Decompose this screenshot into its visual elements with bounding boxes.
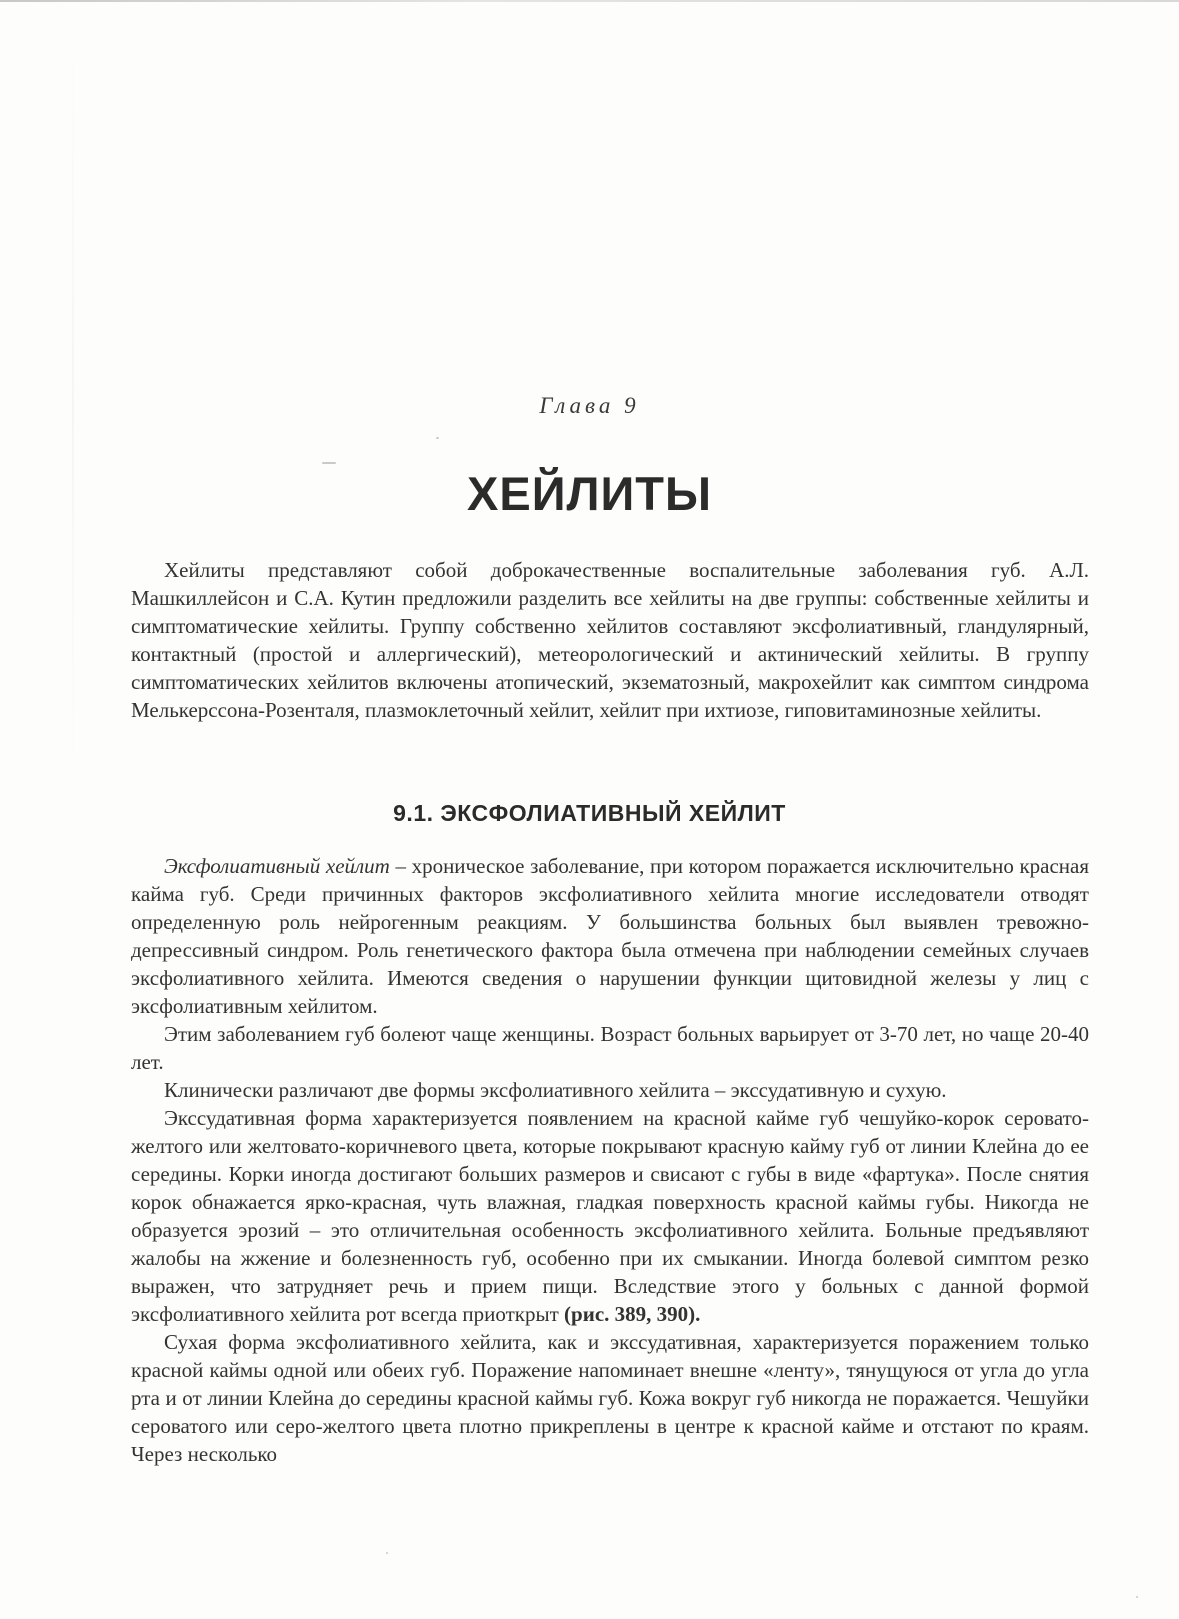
paragraph-exudative-text: Экссудативная форма характеризуется появлением на красной кайме губ чешуйко-корок серовато-желтого или желтовато-коричневого цвета, которые покрывают красную кайму губ от линии Клейна до ее середины. Корки иногда достигают больших размеров и свисают с губы в виде «фартука». После снятия корок обнажается ярко-красная, чуть влажная, гладкая поверхность красной каймы губы. Никогда не образуется эрозий – это отличительная особенность эксфолиативного хейлита. Больные предъявляют жалобы на жжение и болезненность губ, особенно при их смыкании. Иногда болевой симптом резко выражен, что затрудняет речь и прием пищи. Вследствие этого у больных с данной формой эксфолиативного хейлита рот всегда приоткрыт: [131, 1106, 1089, 1326]
paragraph-exudative-form: [131, 1104, 1089, 1328]
section-body: [131, 852, 1089, 1468]
term-exfoliative-cheilitis: Эксфолиативный хейлит: [164, 854, 390, 878]
scan-speck: [1136, 1596, 1138, 1598]
scan-speck: [386, 1552, 388, 1554]
paragraph-forms: Клинически различают две формы эксфолиативного хейлита – экссудативную и сухую.: [164, 1078, 947, 1102]
section-heading: 9.1. ЭКСФОЛИАТИВНЫЙ ХЕЙЛИТ: [393, 800, 786, 826]
chapter-label: Глава 9: [539, 393, 640, 418]
intro-block: [131, 556, 1089, 724]
scan-speck: [322, 462, 336, 464]
paragraph-definition-text: – хроническое заболевание, при котором поражается исключительно красная кайма губ. Среди причинных факторов эксфолиативного хейлита многие исследователи отводят определенную роль нейрогенным реакциям. У большинства больных был выявлен тревожно-депрессивный синдром. Роль генетического фактора была отмечена при наблюдении семейных случаев эксфолиативного хейлита. Имеются сведения о нарушении функции щитовидной железы у лиц с эксфолиативным хейлитом.: [131, 854, 1089, 1018]
figure-reference: (рис. 389, 390).: [564, 1302, 701, 1326]
scan-edge: [0, 0, 1179, 2]
scan-speck: [436, 437, 439, 439]
paragraph-dry-form: Сухая форма эксфолиативного хейлита, как и экссудативная, характеризуется поражением только красной каймы одной или обеих губ. Поражение напоминает внешне «ленту», тянущуюся от угла до угла рта и от линии Клейна до середины красной каймы губ. Кожа вокруг губ никогда не поражается. Чешуйки сероватого или серо-желтого цвета плотно прикреплены в центре к красной кайме и отстают по краям. Через несколько: [131, 1330, 1089, 1466]
paragraph-definition: [131, 852, 1089, 1020]
chapter-title: ХЕЙЛИТЫ: [467, 467, 712, 520]
intro-paragraph: Хейлиты представляют собой доброкачественные воспалительные заболевания губ. А.Л. Машкиллейсон и С.А. Кутин предложили разделить все хейлиты на две группы: собственные хейлиты и симптоматические хейлиты. Группу собственно хейлитов составляют эксфолиативный, гландулярный, контактный (простой и аллергический), метеорологический и актинический хейлиты. В группу симптоматических хейлитов включены атопический, экзематозный, макрохейлит как симптом синдрома Мелькерссона-Розенталя, плазмоклеточный хейлит, хейлит при ихтиозе, гиповитаминозные хейлиты.: [131, 558, 1089, 722]
paragraph-epidemiology: Этим заболеванием губ болеют чаще женщины. Возраст больных варьирует от 3-70 лет, но чаще 20-40 лет.: [131, 1022, 1089, 1074]
